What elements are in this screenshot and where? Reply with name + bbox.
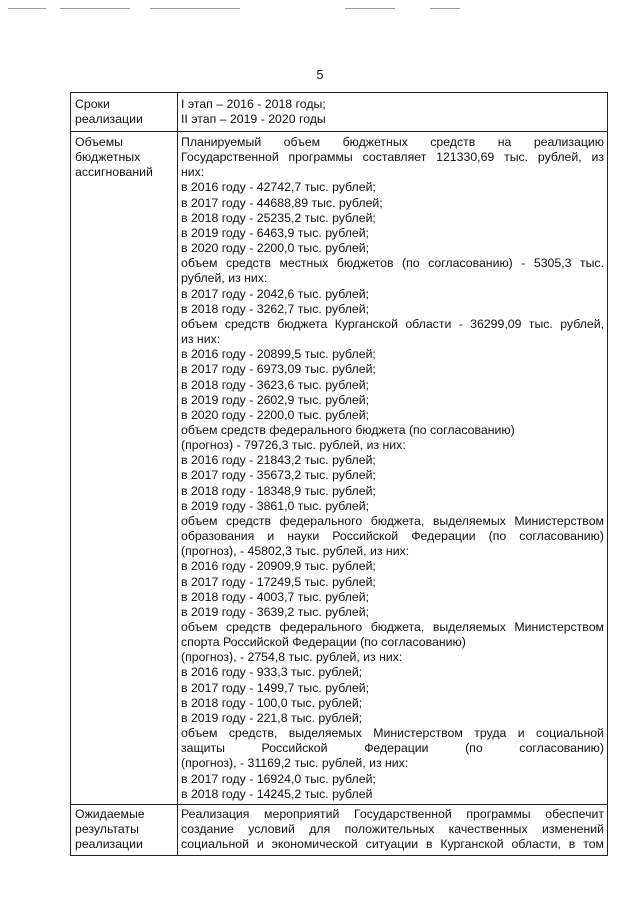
table-row-terms (71, 93, 608, 132)
budget-line: защиты Российской Федерации (по согласованию) (181, 741, 604, 756)
budget-line: в 2017 году - 17249,5 тыс. рублей; (181, 574, 376, 589)
budget-line: в 2018 году - 3262,7 тыс. рублей; (181, 301, 370, 316)
budget-line: в 2018 году - 4003,7 тыс. рублей; (181, 589, 370, 604)
results-label-line: Ожидаемые (75, 806, 145, 821)
results-line: Реализация мероприятий Государственной программы обеспечит (181, 806, 604, 821)
budget-line: (прогноз), - 31169,2 тыс. рублей, из них: (181, 756, 409, 771)
budget-line: в 2016 году - 20899,5 тыс. рублей; (181, 347, 376, 362)
budget-line: в 2018 году - 100,0 тыс. рублей; (181, 695, 363, 710)
budget-line: в 2017 году - 35673,2 тыс. рублей; (181, 468, 376, 483)
budget-line: в 2019 году - 3861,0 тыс. рублей; (181, 498, 370, 513)
budget-line: в 2019 году - 2602,9 тыс. рублей; (181, 392, 370, 407)
budget-label-line: Объемы (75, 135, 124, 149)
budget-line: объем средств бюджета Курганской области - 36299,09 тыс. рублей, (181, 316, 604, 331)
table-row-results (71, 804, 608, 855)
budget-line: (прогноз), - 2754,8 тыс. рублей, из них: (181, 650, 403, 665)
budget-line: (прогноз) - 79726,3 тыс. рублей, из них: (181, 438, 406, 453)
budget-line: Планируемый объем бюджетных средств на реализацию (181, 135, 604, 149)
budget-line: рублей, из них: (181, 271, 268, 286)
budget-line: объем средств федерального бюджета, выделяемых Министерством (181, 513, 604, 528)
terms-line: I этап – 2016 - 2018 годы; (181, 97, 326, 111)
budget-line: в 2019 году - 221,8 тыс. рублей; (181, 710, 363, 725)
scan-artifact-line (150, 8, 240, 9)
results-label-line: результаты (75, 822, 139, 837)
budget-label-line: бюджетных (75, 150, 141, 165)
page-number: 5 (316, 68, 324, 82)
budget-line: Государственной программы составляет 121330,69 тыс. рублей, из (181, 150, 604, 165)
budget-line: в 2016 году - 20909,9 тыс. рублей; (181, 559, 376, 574)
budget-line: в 2018 году - 3623,6 тыс. рублей; (181, 377, 370, 392)
budget-line: них: (181, 165, 205, 180)
budget-line: в 2018 году - 25235,2 тыс. рублей; (181, 210, 376, 225)
budget-line: в 2017 году - 2042,6 тыс. рублей; (181, 286, 370, 301)
terms-content-cell (178, 93, 608, 132)
budget-line: в 2017 году - 1499,7 тыс. рублей; (181, 680, 370, 695)
budget-line: в 2017 году - 44688,89 тыс. рублей; (181, 195, 383, 210)
budget-line: в 2018 году - 14245,2 тыс. рублей (181, 786, 373, 801)
scan-artifact-line (60, 8, 130, 9)
results-line: социальной и экономической ситуации в Курганской области, в том (181, 837, 604, 852)
scan-artifact-line (8, 8, 46, 9)
budget-line: объем средств федерального бюджета, выделяемых Министерством (181, 620, 604, 634)
terms-label-line: Сроки (75, 97, 110, 111)
budget-content-cell (178, 132, 608, 805)
budget-line: объем средств федерального бюджета (по согласованию) (181, 422, 515, 437)
budget-line: в 2019 году - 6463,9 тыс. рублей; (181, 225, 370, 240)
scan-artifact-line (430, 8, 460, 9)
scan-artifact-line (345, 8, 395, 9)
table-row-budget (71, 132, 608, 805)
budget-line: в 2020 году - 2200,0 тыс. рублей; (181, 407, 370, 422)
budget-line: в 2016 году - 21843,2 тыс. рублей; (181, 453, 376, 468)
budget-line: спорта Российской Федерации (по согласованию) (181, 635, 466, 650)
budget-label-line: ассигнований (75, 165, 153, 180)
budget-line: в 2017 году - 16924,0 тыс. рублей; (181, 771, 376, 786)
budget-line: объем средств местных бюджетов (по согласованию) - 5305,3 тыс. (181, 256, 604, 271)
results-label-cell (71, 804, 178, 855)
results-line: создание условий для положительных качественных изменений (181, 822, 604, 837)
budget-line: в 2016 году - 933,3 тыс. рублей; (181, 665, 363, 680)
budget-line: (прогноз), - 45802,3 тыс. рублей, из них: (181, 544, 410, 559)
results-content-cell (178, 804, 608, 855)
budget-line: в 2020 году - 2200,0 тыс. рублей; (181, 241, 370, 256)
program-passport-table (70, 92, 608, 856)
results-label-line: реализации (75, 837, 143, 852)
terms-line: II этап – 2019 - 2020 годы (181, 112, 326, 127)
budget-line: объем средств, выделяемых Министерством труда и социальной (181, 726, 604, 741)
budget-line: в 2017 году - 6973,09 тыс. рублей; (181, 362, 376, 377)
budget-line: образования и науки Российской Федерации (по согласованию) (181, 529, 604, 544)
budget-label-cell (71, 132, 178, 805)
terms-label-cell (71, 93, 178, 132)
budget-line: в 2019 году - 3639,2 тыс. рублей; (181, 604, 370, 619)
budget-line: в 2016 году - 42742,7 тыс. рублей; (181, 180, 376, 195)
budget-line: из них: (181, 332, 221, 347)
budget-line: в 2018 году - 18348,9 тыс. рублей; (181, 483, 376, 498)
terms-label-line: реализации (75, 112, 143, 127)
